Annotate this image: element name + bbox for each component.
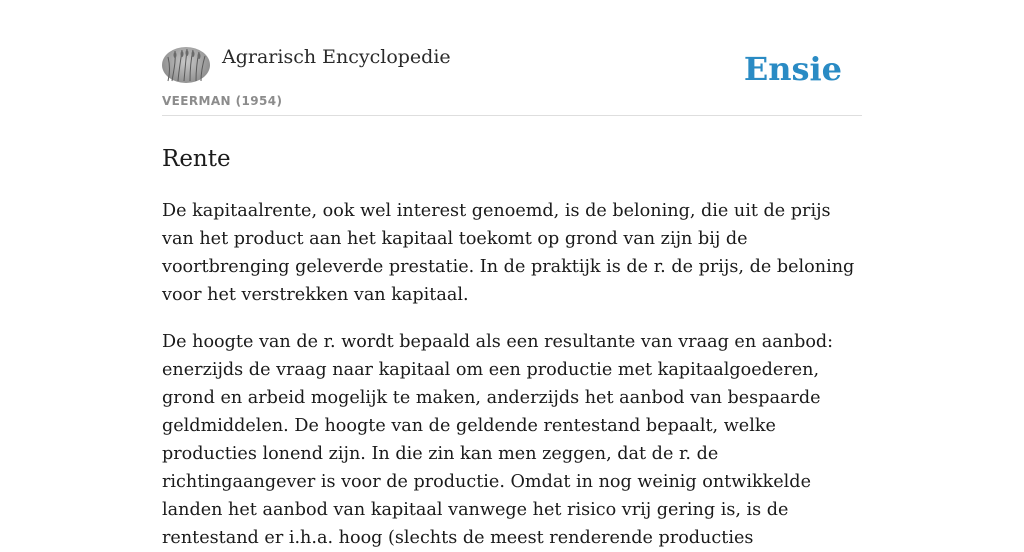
article-paragraph: De kapitaalrente, ook wel interest genoemd, is de beloning, die uit de prijs van het product aan het kapitaal toekomt op grond van zijn bij de voortbrenging geleverde prestatie. In de praktijk is de r. de prijs, de beloning voor het verstrekken van kapitaal. [162,201,855,305]
header [162,0,862,116]
source-label: VEERMAN (1954) [162,94,283,108]
article-paragraph: De hoogte van de r. wordt bepaald als een resultante van vraag en aanbod: enerzijds de vraag naar kapitaal om een productie met kapitaalgoederen, grond en arbeid mogelijk te maken, anderzijds het aanbod van bespaarde geldmiddelen. De hoogte van de geldende rentestand bepaalt, welke producties lonend zijn. In die zin kan men zeggen, dat de r. de richtingaangever is voor de productie. Omdat in nog weinig ontwikkelde landen het aanbod van kapitaal vanwege het risico vrij gering is, is de rentestand er i.h.a. hoog (slechts de meest renderende producties [162,332,834,548]
page-title: Rente [162,146,231,172]
wheat-logo-graphic [162,47,210,83]
article-page [162,0,862,548]
book-title[interactable]: Agrarisch Encyclopedie [222,46,451,68]
wheat-logo-icon[interactable] [162,47,210,83]
brand-logo[interactable]: Ensie [743,50,842,88]
